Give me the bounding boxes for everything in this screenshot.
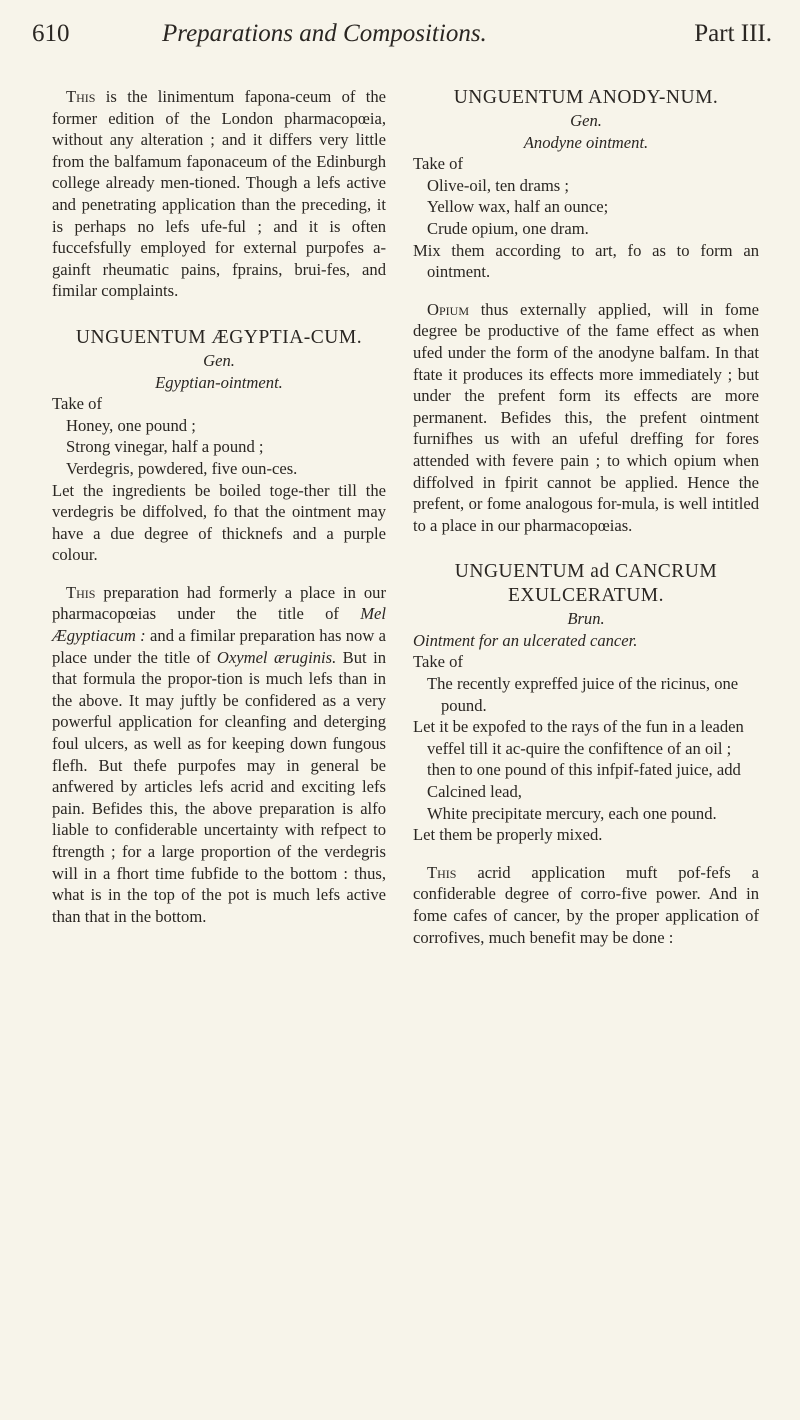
ingredient-list — [413, 175, 759, 240]
ingredient: Crude opium, one dram. — [427, 218, 589, 238]
attribution: Gen. — [570, 111, 602, 130]
ingredient: Strong vinegar, half a pound ; — [66, 437, 264, 457]
right-column — [413, 86, 759, 948]
ingredient: Calcined lead, — [427, 782, 522, 802]
ingredient: Yellow wax, half an ounce; — [427, 197, 609, 217]
ingredient: Verdegris, powdered, five oun-ces. — [66, 458, 298, 478]
running-title: Preparations and Compositions. — [162, 20, 487, 47]
ingredient: Olive-oil, ten drams ; — [427, 175, 569, 195]
subtitle: Egyptian-ointment. — [155, 372, 283, 392]
subtitle: Anodyne ointment. — [523, 132, 649, 152]
ingredient-list — [413, 781, 759, 824]
instructions: Mix them according to art, fo as to form an ointment. — [413, 240, 759, 282]
ingredient-list — [52, 415, 386, 480]
paragraph-corrosive: This acrid application muft pof-fefs a confiderable degree of corro-five power. And in fome cafes of cancer, by the proper application of corrofives, much benefit may be done : — [413, 862, 759, 947]
ingredient-list — [413, 673, 759, 716]
instructions: Let the ingredients be boiled toge-ther till the verdegris be diffolved, fo that the ointment may have a due degree of thicknefs and a purple colour. — [52, 480, 386, 565]
paragraph-commentary: This preparation had formerly a place in our pharmacopœias under the title of Mel Ægyptiacum : and a fimilar preparation has now a place under the title of Oxymel æruginis. But in that formula the propor-tion is much lefs than in the above. It may juftly be confidered as a very powerful application for cleanfing and deterging foul ulcers, as well as for keeping down fungous flefh. But thefe purpofes may in general be anfwered by articles lefs acrid and exciting lefs pain. Befides this, the above preparation is alfo liable to confiderable uncertainty with refpect to ftrength ; for a large proportion of the verdegris will in a fhort time fubfide to the bottom : thus, what is in the top of the pot is much lefs active than that in the bottom. — [52, 582, 386, 926]
heading-unguentum-aegyptiacum: UNGUENTUM ÆGYPTIA-CUM. — [75, 326, 363, 348]
subtitle: Ointment for an ulcerated cancer. — [413, 630, 638, 650]
take-of-label: Take of — [52, 394, 102, 414]
take-of-label: Take of — [413, 154, 463, 174]
instructions: Let them be properly mixed. — [413, 825, 603, 845]
left-column — [52, 86, 386, 927]
heading-unguentum-anodynum: UNGUENTUM ANODY-NUM. — [453, 87, 719, 108]
attribution: Gen. — [203, 350, 235, 370]
page-number: 610 — [32, 20, 70, 47]
attribution: Brun. — [567, 609, 605, 629]
paragraph-opium: Opium thus externally applied, will in fome degree be productive of the fame effect as when ufed under the form of the anodyne balfam. In that ftate it produces its effects more immediately ; but under the prefent form its effects are more permanent. Befides this, the prefent ointment furnifhes us with an ufeful dreffing for fores attended with fevere pain ; to which opium when diffolved in fpirit cannot be applied. Hence the prefent, or fome analogous for-mula, is well intitled to a place in our pharmacopœias. — [413, 299, 759, 535]
paragraph-liniment: This is the linimentum fapona-ceum of the former edition of the London pharmacopœia, without any alteration ; and it differs very little from the balfamum faponaceum of the Edinburgh college already men-tioned. Though a lefs active and penetrating application than the preceding, it is perhaps no lefs ufe-ful ; and it is often fuccefsfully employed for external purpofes a-gainft rheumatic pains, fprains, brui-fes, and fimilar complaints. — [52, 87, 386, 301]
ingredient: Honey, one pound ; — [66, 415, 196, 435]
ingredient: The recently expreffed juice of the ricinus, one pound. — [427, 674, 739, 715]
running-header — [32, 20, 772, 64]
ingredient: White precipitate mercury, each one pound. — [427, 803, 717, 823]
take-of-label: Take of — [413, 652, 463, 672]
part-label: Part III. — [694, 20, 772, 47]
heading-unguentum-cancrum: UNGUENTUM ad CANCRUM EXULCERATUM. — [454, 561, 718, 607]
instructions: Let it be expofed to the rays of the fun in a leaden veffel till it ac-quire the confiftence of an oil ; then to one pound of this infpif-fated juice, add — [413, 717, 744, 780]
